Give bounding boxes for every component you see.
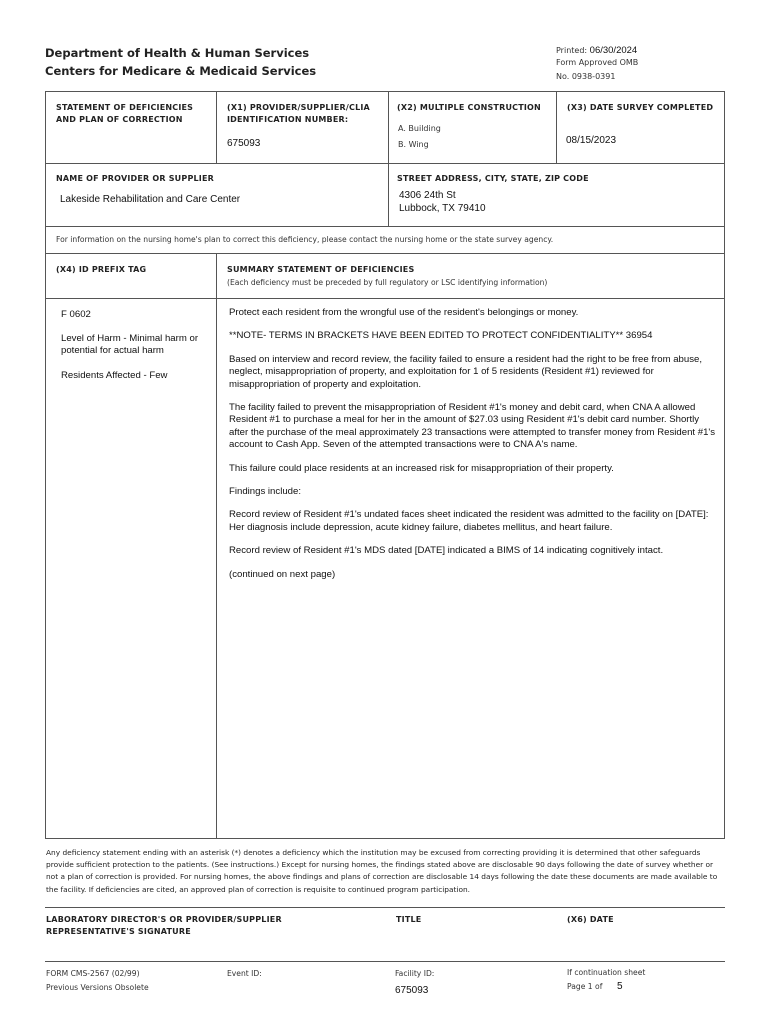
harm-level: Level of Harm - Minimal harm or potential for actual harm	[61, 333, 199, 357]
summary-paragraph: Findings include:	[229, 486, 301, 498]
info-line: For information on the nursing home's plan to correct this deficiency, please contact the nursing home or the state survey agency.	[56, 235, 554, 244]
x1-label: (X1) PROVIDER/SUPPLIER/CLIA IDENTIFICATION NUMBER:	[227, 103, 370, 124]
x4-label: (X4) ID PREFIX TAG	[56, 265, 147, 274]
summary-sub: (Each deficiency must be preceded by full regulatory or LSC identifying information)	[227, 278, 548, 287]
divider	[45, 961, 725, 962]
form-number: FORM CMS-2567 (02/99)	[46, 969, 140, 978]
divider	[556, 91, 557, 163]
x3-label: (X3) DATE SURVEY COMPLETED	[567, 103, 714, 112]
date-label: (X6) DATE	[567, 915, 614, 924]
title-label: TITLE	[396, 915, 422, 924]
divider	[45, 253, 725, 254]
summary-paragraph: Record review of Resident #1's MDS dated [DATE] indicated a BIMS of 14 indicating cognitively intact.	[229, 545, 664, 557]
summary-paragraph: **NOTE- TERMS IN BRACKETS HAVE BEEN EDITED TO PROTECT CONFIDENTIALITY** 36954	[229, 330, 653, 342]
x2-wing: B. Wing	[398, 140, 429, 149]
residents-affected: Residents Affected - Few	[61, 370, 168, 381]
summary-paragraph: Based on interview and record review, the facility failed to ensure a resident had the right to be free from abuse, neglect, misappropriation of property, and exploitation for 1 of 5 residents (Resident #1) reviewed for misappropriation of property and exploitation.	[229, 353, 703, 390]
divider	[216, 253, 217, 839]
printed-label: Printed:	[556, 46, 588, 55]
summary-label: SUMMARY STATEMENT OF DEFICIENCIES	[227, 265, 415, 274]
provider-value: Lakeside Rehabilitation and Care Center	[60, 194, 241, 205]
x1-value: 675093	[227, 138, 261, 149]
event-id-label: Event ID:	[227, 969, 262, 978]
divider	[388, 91, 389, 226]
address-line1: 4306 24th St	[399, 190, 456, 201]
disclaimer-text: Any deficiency statement ending with an asterisk (*) denotes a deficiency which the institution may be excused from correcting providing it is determined that other safeguards provide sufficient protection to the patients. (See instructions.) Except for nursing homes, the findings stated above are disclosable 90 days following the date of survey whether or not a plan of correction is provided. For nursing homes, the above findings and plans of correction are disclosable 14 days following the date these documents are made available to the facility. If deficiencies are cited, an approved plan of correction is requisite to continued program participation.	[46, 848, 718, 894]
x3-value: 08/15/2023	[566, 135, 617, 146]
divider	[45, 226, 725, 227]
x2-building: A. Building	[398, 124, 441, 133]
printed-date: 06/30/2024	[589, 45, 638, 56]
x2-label: (X2) MULTIPLE CONSTRUCTION	[397, 103, 541, 112]
statement-label: STATEMENT OF DEFICIENCIES AND PLAN OF CORRECTION	[56, 103, 194, 124]
summary-paragraph: Record review of Resident #1's undated faces sheet indicated the resident was admitted to the facility on [DATE]: Her diagnosis include depression, acute kidney failure, diabetes mellitus, and heart failure.	[229, 509, 709, 533]
signature-label: LABORATORY DIRECTOR'S OR PROVIDER/SUPPLIER REPRESENTATIVE'S SIGNATURE	[46, 915, 282, 936]
divider	[45, 163, 725, 164]
omb-number: No. 0938-0391	[556, 72, 616, 81]
summary-paragraph: This failure could place residents at an increased risk for misappropriation of their property.	[229, 462, 614, 474]
address-line2: Lubbock, TX 79410	[399, 203, 486, 214]
deficiency-tag: F 0602	[61, 309, 91, 320]
centers-title: Centers for Medicare & Medicaid Services	[45, 64, 317, 78]
provider-label: NAME OF PROVIDER OR SUPPLIER	[56, 174, 215, 183]
department-title: Department of Health & Human Services	[45, 46, 310, 60]
continued-note: (continued on next page)	[229, 568, 336, 580]
page-total: 5	[617, 981, 623, 992]
printed-date-line	[556, 45, 637, 56]
deficiency-summary-body	[229, 307, 717, 592]
divider	[216, 91, 217, 163]
previous-versions: Previous Versions Obsolete	[46, 983, 149, 992]
address-label: STREET ADDRESS, CITY, STATE, ZIP CODE	[397, 174, 589, 183]
summary-paragraph: The facility failed to prevent the misappropriation of Resident #1's money and debit card, when CNA A allowed Resident #1 to purchase a meal for her in the amount of $27.03 using Resident #1's debit card number. Shortly after the purchase of the meal approximately 23 transactions were attempted to transfer money from Resident #1's account to Cash App. Seven of the attempted transactions were to CNA A's name.	[229, 402, 716, 451]
summary-paragraph: Protect each resident from the wrongful use of the resident's belongings or money.	[229, 307, 579, 318]
continuation-text: If continuation sheet	[567, 968, 646, 977]
facility-id-value: 675093	[395, 985, 429, 996]
divider	[45, 907, 725, 908]
facility-id-label: Facility ID:	[395, 969, 435, 978]
divider	[45, 298, 725, 299]
form-approved-text: Form Approved OMB	[556, 58, 639, 67]
page-label: Page 1 of	[567, 982, 603, 991]
